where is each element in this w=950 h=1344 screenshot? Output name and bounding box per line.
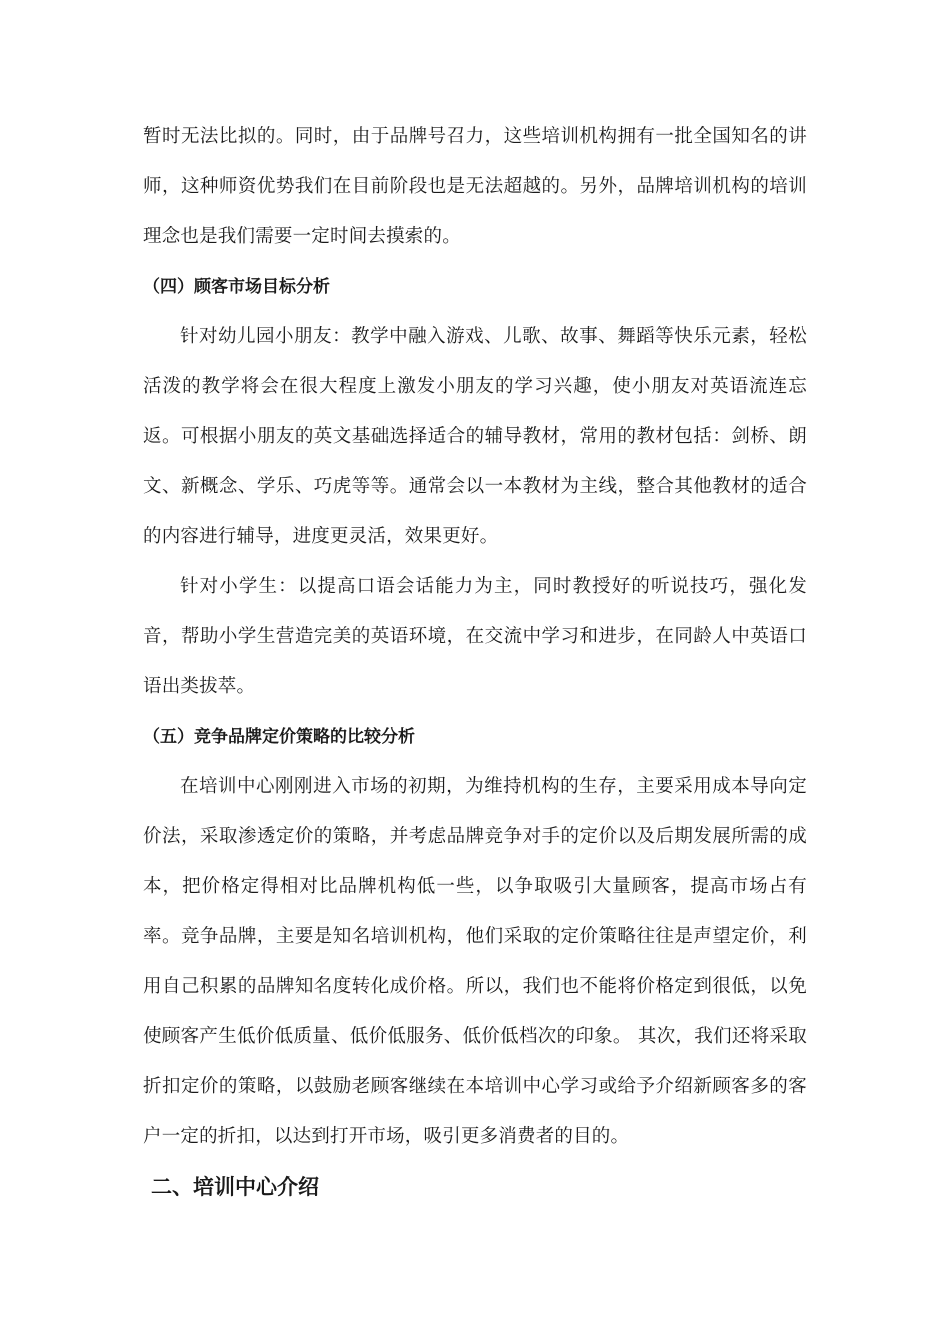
kindergarten-paragraph: 针对幼儿园小朋友：教学中融入游戏、儿歌、故事、舞蹈等快乐元素，轻松活泼的教学将会在很大程度上激发小朋友的学习兴趣，使小朋友对英语流连忘返。可根据小朋友的英文基础选择适合的辅导教材，常用的教材包括：剑桥、朗文、新概念、学乐、巧虎等等。通常会以一本教材为主线，整合其他教材的适合的内容进行辅导，进度更灵活，效果更好。: [143, 326, 807, 547]
subsection-5-heading: （五）竞争品牌定价策略的比较分析: [143, 727, 415, 747]
document-body: [143, 112, 807, 1212]
subsection-4-heading: （四）顾客市场目标分析: [143, 277, 330, 297]
intro-paragraph: 暂时无法比拟的。同时，由于品牌号召力，这些培训机构拥有一批全国知名的讲师，这种师资优势我们在目前阶段也是无法超越的。另外，品牌培训机构的培训理念也是我们需要一定时间去摸索的。: [143, 126, 807, 247]
pricing-strategy-paragraph: 在培训中心刚刚进入市场的初期，为维持机构的生存，主要采用成本导向定价法，采取渗透定价的策略，并考虑品牌竞争对手的定价以及后期发展所需的成本，把价格定得相对比品牌机构低一些，以争取吸引大量顾客，提高市场占有率。竞争品牌，主要是知名培训机构，他们采取的定价策略往往是声望定价，利用自己积累的品牌知名度转化成价格。所以，我们也不能将价格定到很低，以免使顾客产生低价低质量、低价低服务、低价低档次的印象。 其次，我们还将采取折扣定价的策略，以鼓励老顾客继续在本培训中心学习或给予介绍新顾客多的客户一定的折扣，以达到打开市场，吸引更多消费者的目的。: [143, 776, 807, 1147]
primary-school-paragraph: 针对小学生：以提高口语会话能力为主，同时教授好的听说技巧，强化发音，帮助小学生营造完美的英语环境，在交流中学习和进步，在同龄人中英语口语出类拔萃。: [143, 576, 807, 697]
section-2-title: 二、培训中心介绍: [151, 1175, 319, 1199]
